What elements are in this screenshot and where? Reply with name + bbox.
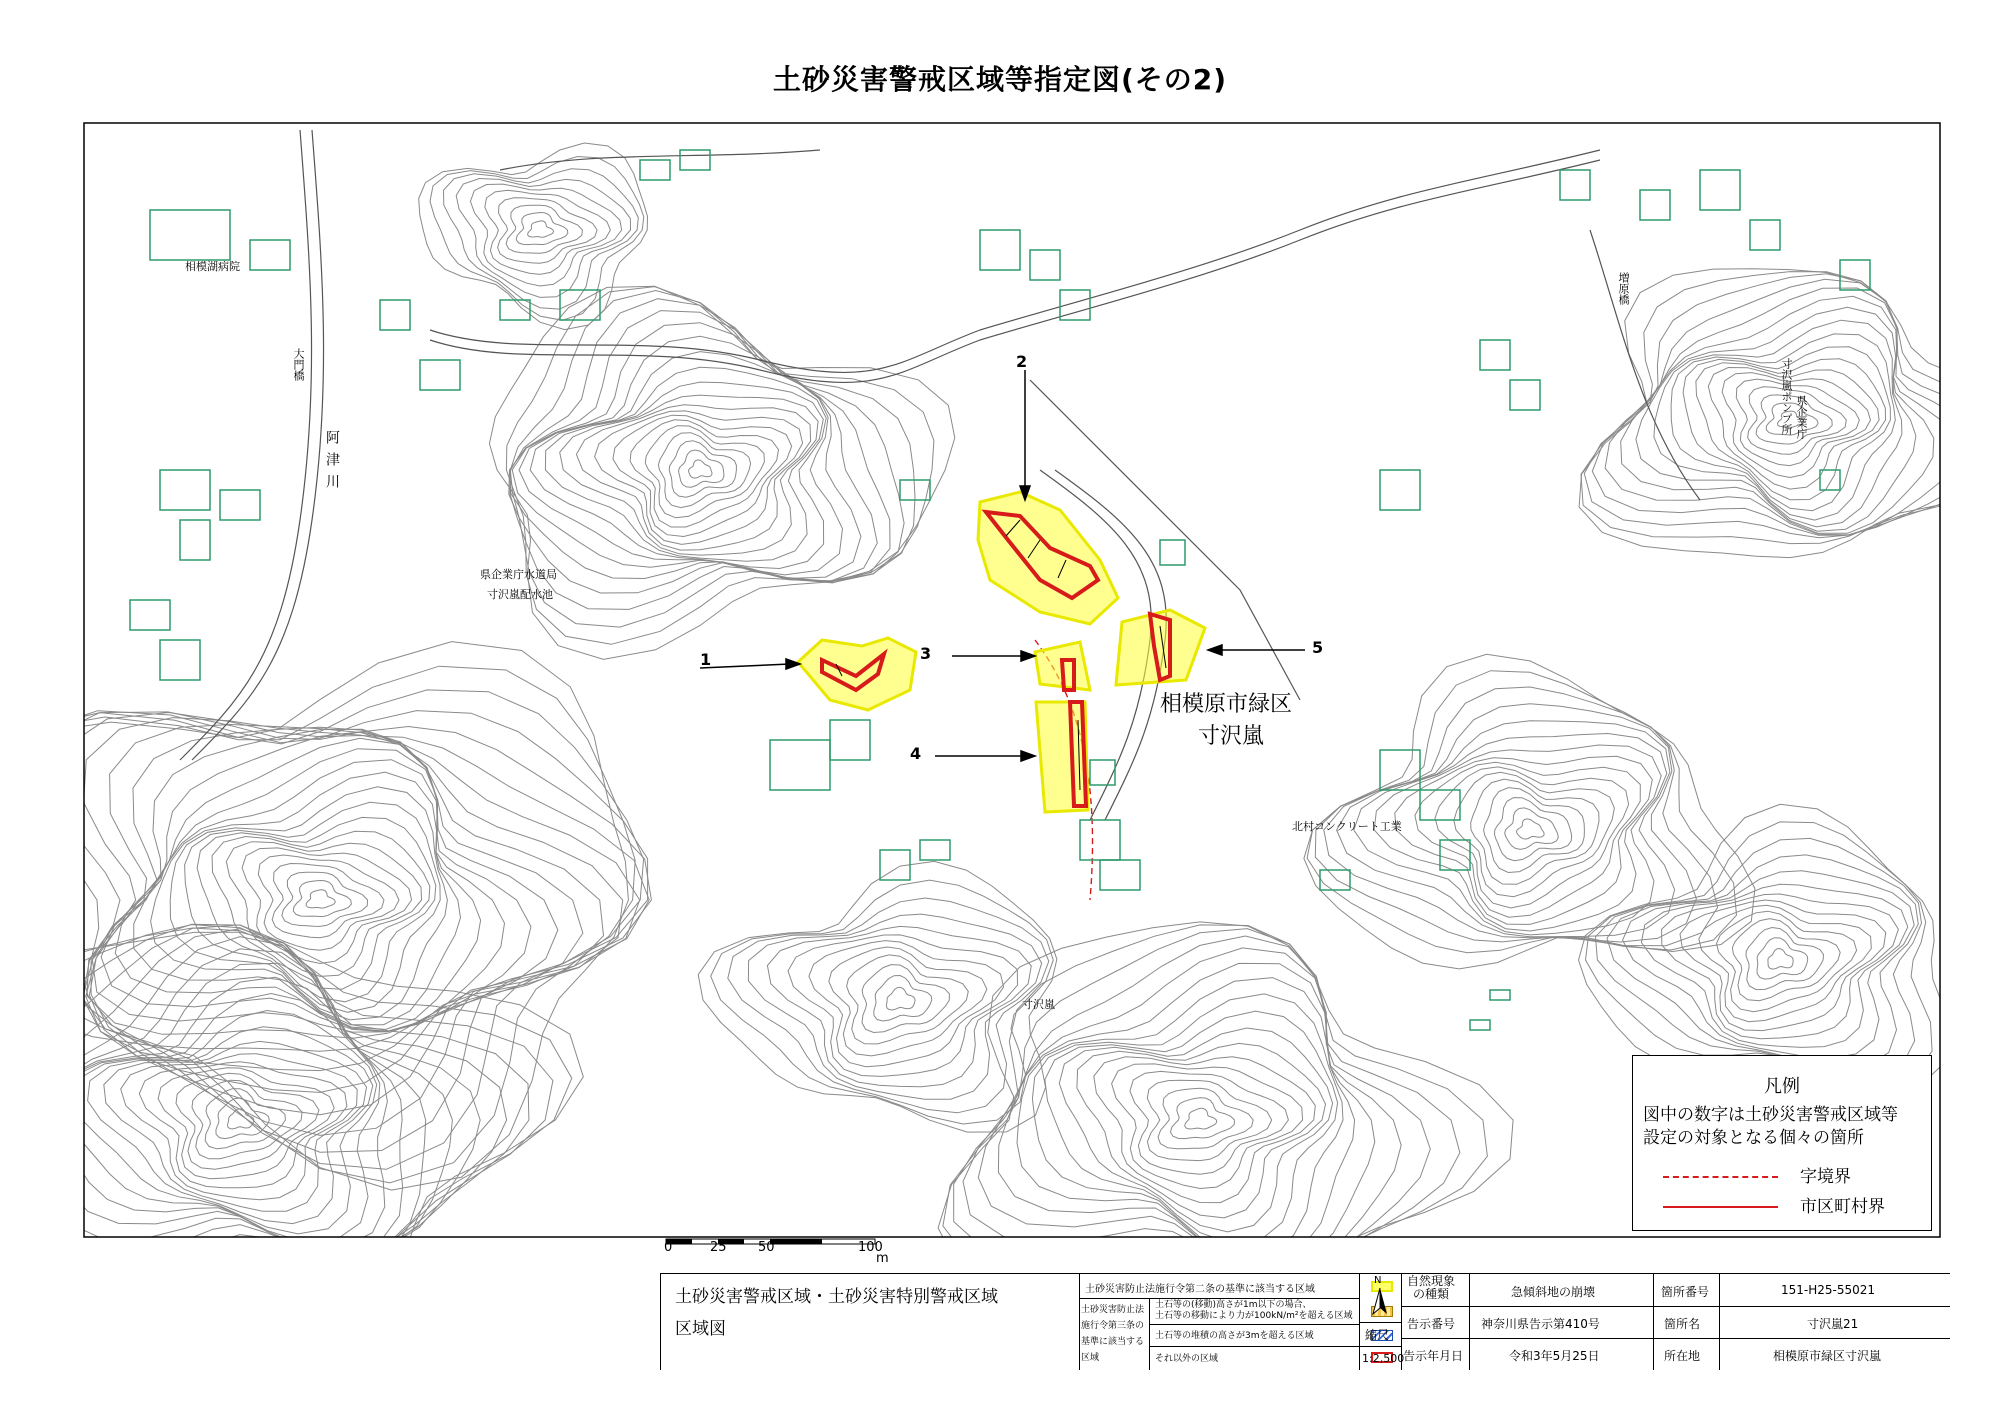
title-block-main-2: 区域図 — [675, 1319, 726, 1339]
contour-line — [176, 1073, 319, 1169]
contour-line — [170, 787, 447, 1020]
legend-description — [1633, 1098, 1931, 1150]
building — [1700, 170, 1740, 210]
building — [1750, 220, 1780, 250]
building — [1510, 380, 1540, 410]
building — [1440, 840, 1470, 870]
building — [130, 600, 170, 630]
zone-number-5: 5 — [1312, 638, 1324, 657]
solid-line-swatch — [1663, 1206, 1778, 1208]
art3-row-2: 土石等の堆積の高さが3mを超える区域 — [1155, 1331, 1314, 1341]
contour-line — [1484, 788, 1585, 873]
label-reservoir-1: 県企業庁水道局 — [480, 568, 557, 581]
building — [830, 720, 870, 760]
building — [1640, 190, 1670, 220]
contour-line — [1768, 949, 1793, 970]
notice-date-label: 告示年月日 — [1403, 1349, 1464, 1363]
label-bridge-omon: 大門橋 — [292, 348, 305, 381]
contour-line — [509, 311, 890, 593]
road-lines — [180, 130, 1700, 820]
contour-line — [519, 352, 843, 575]
scale-tick-0: 0 — [664, 1240, 673, 1255]
contour-line — [0, 666, 635, 1183]
page-title: 土砂災害警戒区域等指定図(その2) — [772, 63, 1228, 96]
notice-date-value: 令和3年5月25日 — [1509, 1349, 1600, 1363]
contour-line — [1094, 1057, 1316, 1203]
contour-line — [943, 925, 1488, 1274]
contour-line — [115, 749, 504, 1032]
phenomenon-value: 急傾斜地の崩壊 — [1511, 1285, 1596, 1299]
contour-line — [1517, 819, 1545, 839]
phenomenon-label — [1407, 1275, 1455, 1301]
art2-label: 土砂災害防止法施行令第二条の基準に該当する区域 — [1085, 1283, 1315, 1295]
building — [380, 300, 410, 330]
art3-side-1: 土砂災害防止法 — [1081, 1305, 1145, 1315]
contour-line — [689, 460, 712, 478]
contour-line — [1471, 779, 1599, 884]
label-bridge-zohara: 増原橋 — [1617, 272, 1630, 305]
dashed-line-swatch — [1663, 1176, 1778, 1178]
contour-line — [1032, 994, 1343, 1252]
site-name-value: 寸沢嵐21 — [1807, 1317, 1859, 1331]
contour-line — [506, 287, 934, 645]
building-footprints — [130, 150, 1870, 1030]
scale-unit: m — [876, 1251, 889, 1266]
notice-no-value: 神奈川県告示第410号 — [1481, 1317, 1600, 1331]
scale-value: 1:2,500 — [1362, 1352, 1405, 1365]
label-pump-station-b: 県企業庁 — [1795, 395, 1808, 439]
contour-line — [242, 848, 412, 964]
building — [1820, 470, 1840, 490]
label-reservoir-2: 寸沢嵐配水池 — [487, 588, 553, 601]
building — [680, 150, 710, 170]
contour-line — [545, 382, 823, 561]
contour-line — [456, 179, 630, 298]
label-district-2: 寸沢嵐 — [1198, 724, 1265, 749]
legend-desc-line-2: 設定の対象となる個々の箇所 — [1643, 1128, 1864, 1148]
building — [1480, 340, 1510, 370]
building — [1490, 990, 1510, 1000]
contour-line — [728, 898, 1049, 1113]
art3-side-3: 基準に該当する — [1081, 1337, 1145, 1347]
contour-line — [1112, 1064, 1303, 1189]
contour-line — [1171, 1098, 1235, 1139]
scale-bar — [665, 1237, 885, 1253]
art3-side-label — [1081, 1302, 1147, 1366]
location-label: 所在地 — [1664, 1349, 1701, 1363]
contour-line — [1607, 855, 1918, 1069]
building — [1160, 540, 1185, 565]
building — [1080, 820, 1120, 860]
building — [180, 520, 210, 560]
building — [500, 300, 530, 320]
legend-desc-line-1: 図中の数字は土砂災害警戒区域等 — [1643, 1105, 1898, 1125]
contour-line — [104, 1041, 367, 1211]
contour-line — [530, 367, 826, 568]
contour-line — [31, 712, 651, 1136]
contour-line — [306, 890, 335, 908]
contour-line — [0, 690, 644, 1169]
contour-line — [1017, 978, 1355, 1261]
art3-row-3: それ以外の区域 — [1155, 1354, 1219, 1364]
building — [150, 210, 230, 260]
zone-number-3: 3 — [920, 644, 932, 663]
legend-row-city — [1663, 1192, 1885, 1217]
title-block — [660, 1273, 1950, 1370]
contour-line — [1185, 1108, 1217, 1129]
contour-line — [489, 286, 954, 659]
label-district-1: 相模原市緑区 — [1160, 692, 1293, 717]
art3-side-4: 区域 — [1081, 1353, 1100, 1363]
contour-line — [21, 924, 529, 1303]
building — [770, 740, 830, 790]
zone-number-2: 2 — [1016, 352, 1028, 371]
contour-line — [228, 1109, 254, 1129]
contour-line — [1505, 808, 1559, 850]
contour-line — [886, 987, 915, 1010]
label-factory: 北村コンクリート工業 — [1292, 820, 1402, 833]
art3-row-1 — [1155, 1300, 1353, 1322]
legend-row-aza — [1663, 1162, 1851, 1187]
building — [1380, 750, 1420, 790]
legend-title: 凡例 — [1764, 1076, 1800, 1097]
location-value: 相模原市緑区寸沢嵐 — [1773, 1349, 1882, 1363]
contour-line — [788, 935, 1018, 1077]
legend-city-label: 市区町村界 — [1800, 1197, 1885, 1217]
building — [250, 240, 290, 270]
building — [1090, 760, 1115, 785]
building — [220, 490, 260, 520]
north-arrow-icon — [1371, 1288, 1389, 1316]
building — [1560, 170, 1590, 200]
building — [980, 230, 1020, 270]
contour-line — [83, 727, 604, 1051]
contour-line — [1699, 905, 1872, 1021]
building — [1030, 250, 1060, 280]
building — [160, 470, 210, 510]
contour-line — [101, 738, 531, 1032]
contour-line — [1732, 919, 1840, 1001]
building — [1100, 860, 1140, 890]
scale-title: 縮尺 — [1365, 1328, 1390, 1342]
art3-row-1b: 土石等の移動により力が100kN/m²を超える区域 — [1155, 1311, 1353, 1321]
building — [640, 160, 670, 180]
building — [1320, 870, 1350, 890]
label-pump-station-a: 寸沢嵐ポンプ所 — [1780, 358, 1793, 435]
contour-line — [1435, 767, 1629, 908]
label-hospital: 相模湖病院 — [185, 260, 240, 273]
scale-tick-100: 100 — [858, 1240, 883, 1255]
phenomenon-label-1: 自然現象 — [1407, 1274, 1456, 1288]
legend-box — [1632, 1055, 1932, 1231]
building — [920, 840, 950, 860]
building — [420, 360, 460, 390]
warning-zones — [798, 492, 1205, 812]
building — [160, 640, 200, 680]
site-no-value: 151-H25-55021 — [1781, 1283, 1876, 1297]
phenomenon-label-2: の種類 — [1413, 1287, 1450, 1301]
zone-number-4: 4 — [910, 744, 922, 763]
notice-no-label: 告示番号 — [1407, 1317, 1456, 1331]
site-name-label: 箇所名 — [1664, 1317, 1701, 1331]
warning-zone-4 — [1036, 702, 1088, 812]
building — [1380, 470, 1420, 510]
contour-line — [645, 426, 764, 518]
contour-line — [1757, 938, 1808, 979]
north-label: N — [1374, 1275, 1382, 1286]
label-place-sosawa: 寸沢嵐 — [1022, 998, 1055, 1011]
title-block-main-1: 土砂災害警戒区域・土砂災害特別警戒区域 — [675, 1287, 998, 1307]
zone-number-1: 1 — [700, 650, 712, 669]
legend-aza-label: 字境界 — [1800, 1167, 1851, 1187]
art3-side-2: 施行令第三条の — [1081, 1321, 1145, 1331]
contour-line — [874, 976, 932, 1022]
label-river: 阿津川 — [324, 430, 340, 496]
scale-tick-50: 50 — [758, 1240, 775, 1255]
building — [1470, 1020, 1490, 1030]
contour-line — [1717, 911, 1857, 1012]
contour-line — [528, 221, 554, 237]
art3-row-1a: 土石等の(移動)高さが1m以下の場合、 — [1155, 1300, 1312, 1310]
site-no-label: 箇所番号 — [1661, 1285, 1710, 1299]
contour-line — [1636, 307, 1916, 531]
scale-tick-25: 25 — [710, 1240, 727, 1255]
